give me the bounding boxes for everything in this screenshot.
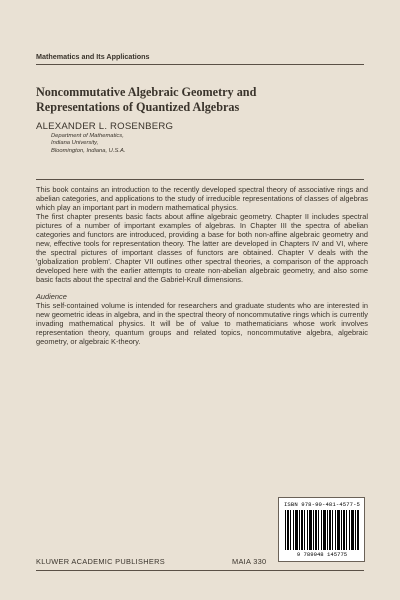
affiliation-line-2: Indiana University, xyxy=(51,140,99,147)
divider-middle xyxy=(36,179,364,180)
barcode-label xyxy=(278,497,365,562)
book-title-line-2: Representations of Quantized Algebras xyxy=(36,100,240,114)
barcode-bars xyxy=(285,510,360,550)
affiliation-line-3: Bloomington, Indiana, U.S.A. xyxy=(51,147,126,154)
audience-heading: Audience xyxy=(36,292,67,302)
barcode-number: 9 789048 145775 xyxy=(296,551,348,558)
isbn-text: ISBN 978-90-481-4577-5 xyxy=(283,501,361,508)
book-title-line-1: Noncommutative Algebraic Geometry and xyxy=(36,85,257,99)
paragraph-chapters: The first chapter presents basic facts about affine algebraic geometry. Chapter II includes spectral pictures of a number of important examples of algebras. In Chapter III the spectra of abelian categories and functors are introduced, providing a base for both non-affine algebraic geometry and new, effective tools for representation theory. The latter are developed in Chapters IV and VI, where the spectral pictures of important classes of functors are obtained. Chapter V deals with the 'globalization problem'. Chapter VII outlines other spectral theories, a comparison of the approach developed here with the earlier attempts to create non-abelian algebraic geometry, and also some basic facts about the spectral and the Gabriel-Krull dimensions. xyxy=(36,211,368,284)
book-title xyxy=(36,85,366,115)
author-name: ALEXANDER L. ROSENBERG xyxy=(36,121,174,132)
description-text xyxy=(36,186,368,347)
publisher-name: KLUWER ACADEMIC PUBLISHERS xyxy=(36,557,165,566)
series-name: Mathematics and Its Applications xyxy=(36,52,150,61)
paragraph-audience: This self-contained volume is intended for researchers and graduate students who are interested in new geometric ideas in algebra, and in the spectral theory of noncommutative rings which is currently invading mathematical physics. It will be of value to mathematicians whose work involves representation theory, quantum groups and related topics, noncommutative algebra, algebraic geometry, or algebraic K-theory. xyxy=(36,301,368,347)
affiliation-line-1: Department of Mathematics, xyxy=(51,133,124,139)
divider-bottom xyxy=(36,570,364,571)
divider-top xyxy=(36,64,364,65)
paragraph-intro: This book contains an introduction to the recently developed spectral theory of associative rings and abelian categories, and applications to the study of irreducible representations of classes of algebras which play an important part in modern mathematical physics. xyxy=(36,185,368,212)
author-affiliation xyxy=(51,133,125,155)
series-code: MAIA 330 xyxy=(232,557,267,566)
